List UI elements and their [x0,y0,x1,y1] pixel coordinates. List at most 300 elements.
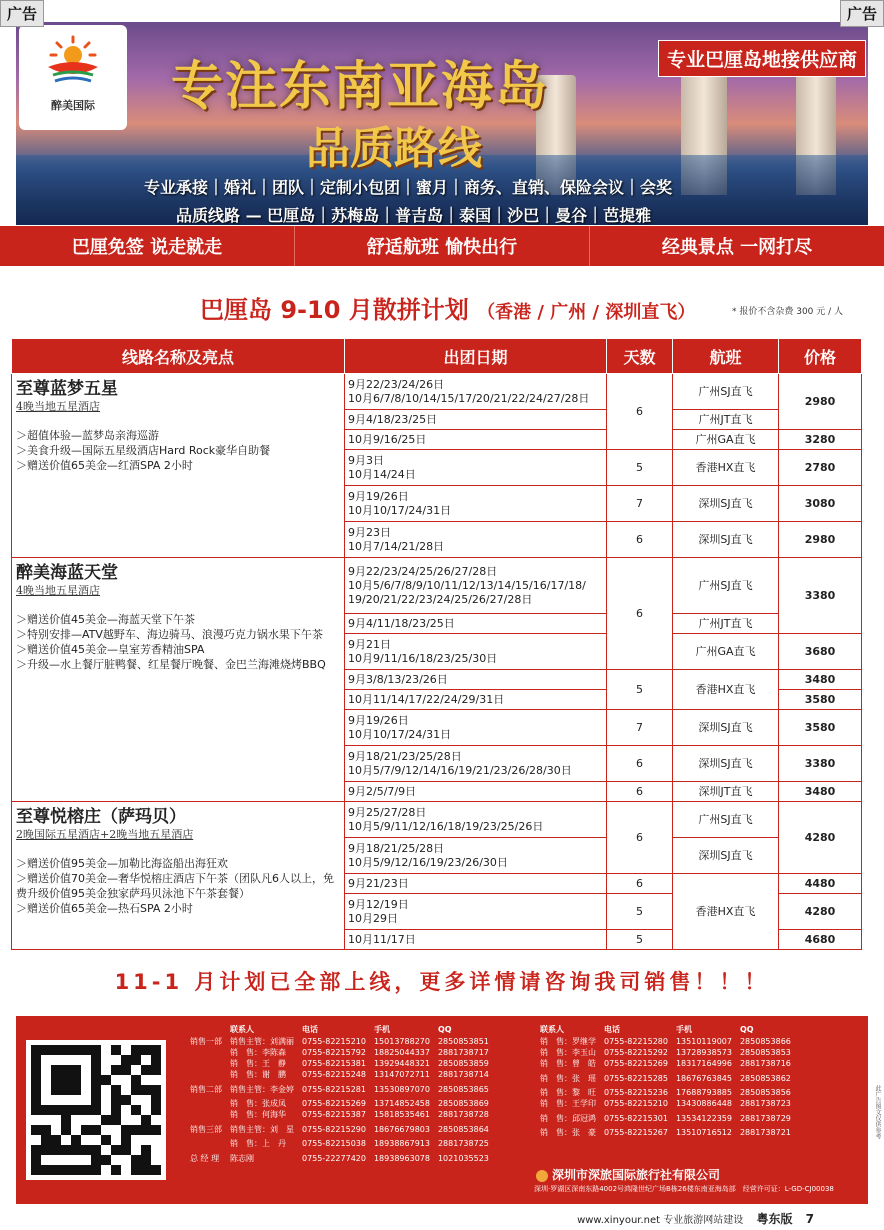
contact-cell: 0755-82215269 [604,1059,668,1068]
departure-dates: 9月18/21/23/25/28日 10月5/7/9/12/14/16/19/21/23/26/28/30日 [345,746,607,782]
contact-cell: 2850853862 [739,1073,791,1083]
qr-module [121,1125,131,1135]
departure-dates: 9月3/8/13/23/26日 [345,670,607,690]
schedule-body [12,374,862,950]
qr-module [81,1045,91,1055]
qr-module [111,1105,121,1115]
company-name-text: 深圳市深旅国际旅行社有限公司 [552,1168,721,1182]
col-header: 出团日期 [345,339,607,374]
route-hotel: 4晚当地五星酒店 [16,584,100,597]
qr-module [141,1095,151,1105]
qr-module [121,1145,131,1155]
contact-row [536,1058,795,1069]
qr-module [131,1145,141,1155]
qr-module [71,1115,81,1125]
contact-col-header: QQ [739,1024,754,1034]
qr-module [51,1105,61,1115]
contact-cell [186,1098,226,1109]
qr-module [41,1075,51,1085]
contact-cell: 15013788270 [373,1037,430,1046]
contact-cell: 0755-82215381 [302,1059,366,1068]
qr-module [31,1165,41,1175]
contact-row [536,1087,795,1098]
qr-module [31,1075,41,1085]
contact-cell: 销 售：上 丹 [230,1139,286,1148]
route-cell [12,558,345,802]
qr-module [111,1115,121,1125]
contact-cell: 销 售：王 静 [230,1059,286,1068]
flight-cell: 深圳SJ直飞 [673,746,779,782]
qr-module [111,1165,121,1175]
bottom-message: 11-1 月计划已全部上线，更多详情请咨询我司销售！！！ [114,970,770,994]
qr-module [141,1045,151,1055]
qr-module [31,1045,41,1055]
days-cell: 6 [607,746,673,782]
contact-row [186,1080,493,1098]
qr-module [41,1145,51,1155]
qr-module [71,1095,81,1105]
page-number: 7 [805,1212,814,1226]
route-hotel: 2晚国际五星酒店+2晚当地五星酒店 [16,828,194,841]
days-cell: 7 [607,710,673,746]
contact-cell [186,1047,226,1058]
route-highlight: ＞美食升级—国际五星级酒店Hard Rock豪华自助餐 [16,444,271,457]
qr-module [101,1095,111,1105]
qr-module [41,1065,51,1075]
contact-row [536,1127,795,1138]
contact-cell: 13534122359 [675,1113,732,1123]
departure-dates: 10月11/14/17/22/24/29/31日 [345,690,607,710]
contact-cell: 13510716512 [675,1128,732,1137]
contact-cell: 0755-82215301 [604,1113,668,1123]
company-logo [19,25,127,130]
qr-module [31,1065,41,1075]
flight-cell: 深圳SJ直飞 [673,710,779,746]
contact-row [536,1109,795,1127]
page-footer [577,1210,814,1227]
qr-module [101,1145,111,1155]
qr-module [91,1165,101,1175]
price-cell: 3580 [779,690,862,710]
price-cell: 3480 [779,670,862,690]
flight-cell: 广州SJ直飞 [673,374,779,410]
qr-module [101,1135,111,1145]
route-highlight: ＞赠送价值70美金—奢华悦榕庄酒店下午茶（团队凡6人以上，免费升级价值95美金独家萨玛贝泳池下午茶套餐） [16,872,334,900]
departure-dates: 9月22/23/24/25/26/27/28日 10月5/6/7/8/9/10/11/12/13/14/15/16/17/18/ 19/20/21/22/23/24/25/26/27/28日 [345,558,607,614]
qr-module [91,1095,101,1105]
qr-module [141,1085,151,1095]
contact-cell: 2850853866 [739,1037,791,1046]
departure-dates: 9月3日 10月14/24日 [345,450,607,486]
contact-row [186,1120,493,1138]
contact-cell: 2850853864 [437,1124,489,1134]
route-highlight: ＞升级—水上餐厅脏鸭餐、红星餐厅晚餐、金巴兰海滩烧烤BBQ [16,658,326,671]
departure-dates: 9月25/27/28日 10月5/9/11/12/16/18/19/23/25/26日 [345,802,607,838]
days-cell: 6 [607,802,673,874]
route-cell [12,802,345,950]
qr-module [121,1155,131,1165]
contact-cell: 0755-82215269 [302,1099,366,1108]
headline: 专注东南亚海岛 [171,56,550,117]
qr-module [81,1165,91,1175]
qr-module [91,1115,101,1125]
contact-cell: 销售主管：刘满丽 [230,1037,294,1046]
qr-module [151,1065,161,1075]
qr-module [131,1075,141,1085]
qr-module [91,1075,101,1085]
price-cell: 2780 [779,450,862,486]
contact-col-header: 电话 [302,1024,318,1034]
qr-module [101,1165,111,1175]
qr-module [61,1075,71,1085]
contact-cell: 13147072711 [373,1070,430,1079]
departure-dates: 9月23日 10月7/14/21/28日 [345,522,607,558]
contact-cell: 0755-82215267 [604,1128,668,1137]
qr-module [91,1055,101,1065]
route-highlight: ＞特别安排—ATV越野车、海边骑马、浪漫巧克力锅水果下午茶 [16,628,323,641]
qr-module [81,1085,91,1095]
contact-cell: 13714852458 [373,1099,430,1108]
qr-module [91,1045,101,1055]
departure-dates: 9月2/5/7/9日 [345,782,607,802]
qr-module [81,1065,91,1075]
qr-module [51,1125,61,1135]
route-highlight: ＞赠送价值45美金—皇室芳香精油SPA [16,643,205,656]
qr-module [131,1055,141,1065]
qr-module [131,1095,141,1105]
qr-module [101,1125,111,1135]
price-cell: 4680 [779,930,862,950]
qr-module [101,1075,111,1085]
flight-cell: 广州JT直飞 [673,410,779,430]
contact-cell: 15818535461 [373,1110,430,1119]
qr-module [51,1135,61,1145]
hero-banner [16,22,868,225]
contact-cell: 2881738716 [739,1059,791,1068]
qr-module [41,1155,51,1165]
qr-module [41,1115,51,1125]
slogan-item: 经典景点 一网打尽 [661,237,813,258]
qr-module [71,1165,81,1175]
contact-row [186,1069,493,1080]
flight-cell: 香港HX直飞 [673,450,779,486]
contact-cell: 0755-82215285 [604,1073,668,1083]
route-highlight: ＞赠送价值95美金—加勒比海盗船出海狂欢 [16,857,228,870]
logo-name: 醉美国际 [51,99,95,112]
days-cell: 5 [607,450,673,486]
route-highlight: ＞赠送价值45美金—海蓝天堂下午茶 [16,613,195,626]
qr-module [131,1135,141,1145]
supplier-badge: 专业巴厘岛地接供应商 [658,40,866,77]
qr-module [71,1105,81,1115]
days-cell: 5 [607,930,673,950]
price-cell: 4280 [779,894,862,930]
contact-cell: 13510119007 [675,1037,732,1046]
qr-module [31,1125,41,1135]
flight-cell: 深圳SJ直飞 [673,838,779,874]
qr-module [101,1045,111,1055]
price-cell: 3280 [779,430,862,450]
qr-module [51,1075,61,1085]
departure-dates: 9月4/18/23/25日 [345,410,607,430]
contact-cell: 18938963078 [373,1153,430,1163]
qr-module [141,1125,151,1135]
qr-module [71,1145,81,1155]
qr-module [141,1135,151,1145]
qr-module [91,1065,101,1075]
qr-module [31,1135,41,1145]
route-highlight: ＞赠送价值65美金—红酒SPA 2小时 [16,459,193,472]
slogan-item: 舒适航班 愉快出行 [295,226,590,266]
contact-cell: 18317164996 [675,1059,732,1068]
qr-module [81,1075,91,1085]
qr-module [81,1115,91,1125]
qr-module [71,1085,81,1095]
qr-module [131,1105,141,1115]
price-cell: 2980 [779,374,862,430]
qr-module [51,1085,61,1095]
qr-module [151,1055,161,1065]
qr-module [151,1135,161,1145]
contact-cell: 销售主管：刘 星 [230,1124,294,1134]
qr-code [26,1040,166,1180]
contact-cell: 18676763845 [675,1073,732,1083]
contact-cell [186,1058,226,1069]
contact-row [186,1047,493,1058]
days-cell: 7 [607,486,673,522]
qr-module [151,1115,161,1125]
qr-module [101,1065,111,1075]
qr-module [111,1075,121,1085]
qr-module [101,1115,111,1125]
contact-cell: 销 售：何海华 [230,1110,286,1119]
contact-cell: 13530897070 [373,1084,430,1094]
qr-module [151,1095,161,1105]
contact-cell: 13929448321 [373,1059,430,1068]
qr-module [141,1165,151,1175]
qr-module [121,1075,131,1085]
contact-cell: 销 售：王学印 [540,1099,596,1108]
contact-cell: 销 售：张 瑶 [540,1073,596,1083]
qr-module [81,1145,91,1155]
contact-cell: 销 售：张成凤 [230,1099,286,1108]
price-cell: 3480 [779,782,862,802]
contact-cell: 销售三部 [190,1124,222,1134]
qr-module [121,1165,131,1175]
contact-row [186,1058,493,1069]
slogan-bar [0,226,884,266]
qr-module [31,1115,41,1125]
qr-module [81,1105,91,1115]
col-header: 天数 [607,339,673,374]
qr-module [131,1085,141,1095]
plan-title-main: 巴厘岛 9-10 月散拼计划 [200,296,469,324]
flight-cell: 深圳JT直飞 [673,782,779,802]
contact-cell: 2850853865 [437,1084,489,1094]
contact-col-header: 手机 [675,1024,692,1034]
contact-cell: 总 经 理 [190,1153,220,1163]
qr-module [151,1045,161,1055]
days-cell: 5 [607,670,673,710]
qr-module [101,1155,111,1165]
contact-row [536,1036,795,1047]
qr-module [111,1085,121,1095]
contact-panel [16,1016,868,1204]
flight-cell: 深圳SJ直飞 [673,522,779,558]
contact-cell: 销 售：李玉山 [540,1048,596,1057]
qr-module [41,1055,51,1065]
contact-cell: 18938867913 [373,1139,430,1148]
plan-title [200,290,695,325]
price-cell: 4480 [779,874,862,894]
qr-module [121,1115,131,1125]
contact-cell: 2850853851 [437,1037,489,1046]
qr-module [131,1115,141,1125]
side-note: 此广告图文仅供参考 [874,1085,881,1139]
contact-cell: 2850853859 [437,1059,489,1068]
qr-module [111,1055,121,1065]
contact-cell: 2881738725 [437,1139,489,1148]
qr-module [51,1155,61,1165]
contact-row [536,1098,795,1109]
qr-module [31,1055,41,1065]
flight-cell: 深圳SJ直飞 [673,486,779,522]
contact-cell: 销售主管：李金婷 [230,1084,294,1094]
subheadline: 品质路线 [306,123,482,174]
qr-module [31,1105,41,1115]
footer-edition: 粤东版 [756,1212,793,1226]
qr-module [51,1115,61,1125]
qr-module [81,1095,91,1105]
departure-dates: 10月9/16/25日 [345,430,607,450]
qr-module [61,1085,71,1095]
qr-module [141,1105,151,1115]
qr-module [121,1085,131,1095]
qr-module [51,1095,61,1105]
qr-module [51,1045,61,1055]
qr-module [131,1165,141,1175]
departure-dates: 9月19/26日 10月10/17/24/31日 [345,710,607,746]
price-cell: 3080 [779,486,862,522]
qr-module [131,1155,141,1165]
qr-module [81,1125,91,1135]
col-header: 线路名称及亮点 [12,339,345,374]
contact-cell: 0755-82215236 [604,1088,668,1097]
route-name: 醉美海蓝天堂 [16,563,118,583]
price-cell: 2980 [779,522,862,558]
contact-cell: 2850853869 [437,1099,489,1108]
contact-cell: 销 售：张 豪 [540,1128,596,1137]
qr-module [151,1165,161,1175]
qr-module [131,1125,141,1135]
contact-cell [186,1138,226,1149]
qr-module [101,1055,111,1065]
qr-module [61,1045,71,1055]
company-name [536,1166,720,1183]
qr-module [61,1125,71,1135]
qr-module [61,1095,71,1105]
ad-label-right: 广告 [840,0,884,27]
company-address: 深圳·罗湖区深南东路4002号鸿隆世纪广场B栋26楼东南亚海岛部 经营许可证：L-GD-CJ00038 [534,1185,834,1193]
flight-cell: 广州JT直飞 [673,614,779,634]
flight-cell: 广州GA直飞 [673,634,779,670]
qr-module [71,1045,81,1055]
contact-cell: 0755-22277420 [302,1153,366,1163]
qr-module [151,1145,161,1155]
qr-module [91,1105,101,1115]
qr-module [121,1105,131,1115]
contact-cell [186,1069,226,1080]
qr-module [121,1095,131,1105]
departure-dates: 9月21/23日 [345,874,607,894]
qr-module [111,1135,121,1145]
contact-cell: 销 售：李陈森 [230,1048,286,1057]
contact-cell: 2881738723 [739,1099,791,1108]
contact-cell: 18676679803 [373,1124,430,1134]
qr-module [101,1105,111,1115]
contact-cell: 2850853853 [739,1048,791,1057]
qr-module [31,1095,41,1105]
contact-col-header: 联系人 [230,1024,254,1034]
qr-module [61,1115,71,1125]
contact-row [186,1109,493,1120]
price-cell: 3580 [779,710,862,746]
departure-dates: 9月12/19日 10月29日 [345,894,607,930]
contact-row [536,1069,795,1087]
table-header-row [12,339,862,374]
qr-module [51,1065,61,1075]
ad-label-left: 广告 [0,0,44,27]
contact-cell: 0755-82215281 [302,1084,366,1094]
route-highlight: ＞超值体验—蓝梦岛亲海巡游 [16,429,159,442]
price-cell: 3380 [779,746,862,782]
contact-cell: 17688793885 [675,1088,732,1097]
col-header: 航班 [673,339,779,374]
contact-cell: 销 售：黎 旺 [540,1088,596,1097]
table-row [12,802,862,838]
qr-module [71,1055,81,1065]
price-note: * 报价不含杂费 300 元 / 人 [732,307,844,317]
qr-module [71,1135,81,1145]
table-row [12,374,862,410]
qr-module [151,1125,161,1135]
qr-module [61,1155,71,1165]
contact-cell [186,1109,226,1120]
contact-cell: 0755-82215038 [302,1139,366,1148]
route-name: 至尊蓝梦五星 [16,379,118,399]
contact-cell: 0755-82215248 [302,1070,366,1079]
footer-site: www.xinyour.net 专业旅游网站建设 [577,1215,744,1226]
contact-cell: 销 售：邱冠鸿 [540,1113,596,1123]
flight-cell: 广州SJ直飞 [673,558,779,614]
qr-module [151,1105,161,1115]
qr-module [111,1065,121,1075]
contact-header-row [536,1022,795,1036]
routes-line: 品质线路 — 巴厘岛｜苏梅岛｜普吉岛｜泰国｜沙巴｜曼谷｜芭提雅 [176,206,652,225]
table-row [12,558,862,614]
contact-table-left [186,1022,493,1167]
qr-module [41,1165,51,1175]
qr-module [71,1075,81,1085]
qr-module [141,1055,151,1065]
days-cell: 6 [607,874,673,894]
route-cell [12,374,345,558]
contact-cell: 1021035523 [437,1153,489,1163]
qr-module [121,1065,131,1075]
qr-module [121,1055,131,1065]
qr-module [141,1065,151,1075]
contact-col-header: QQ [437,1024,452,1034]
